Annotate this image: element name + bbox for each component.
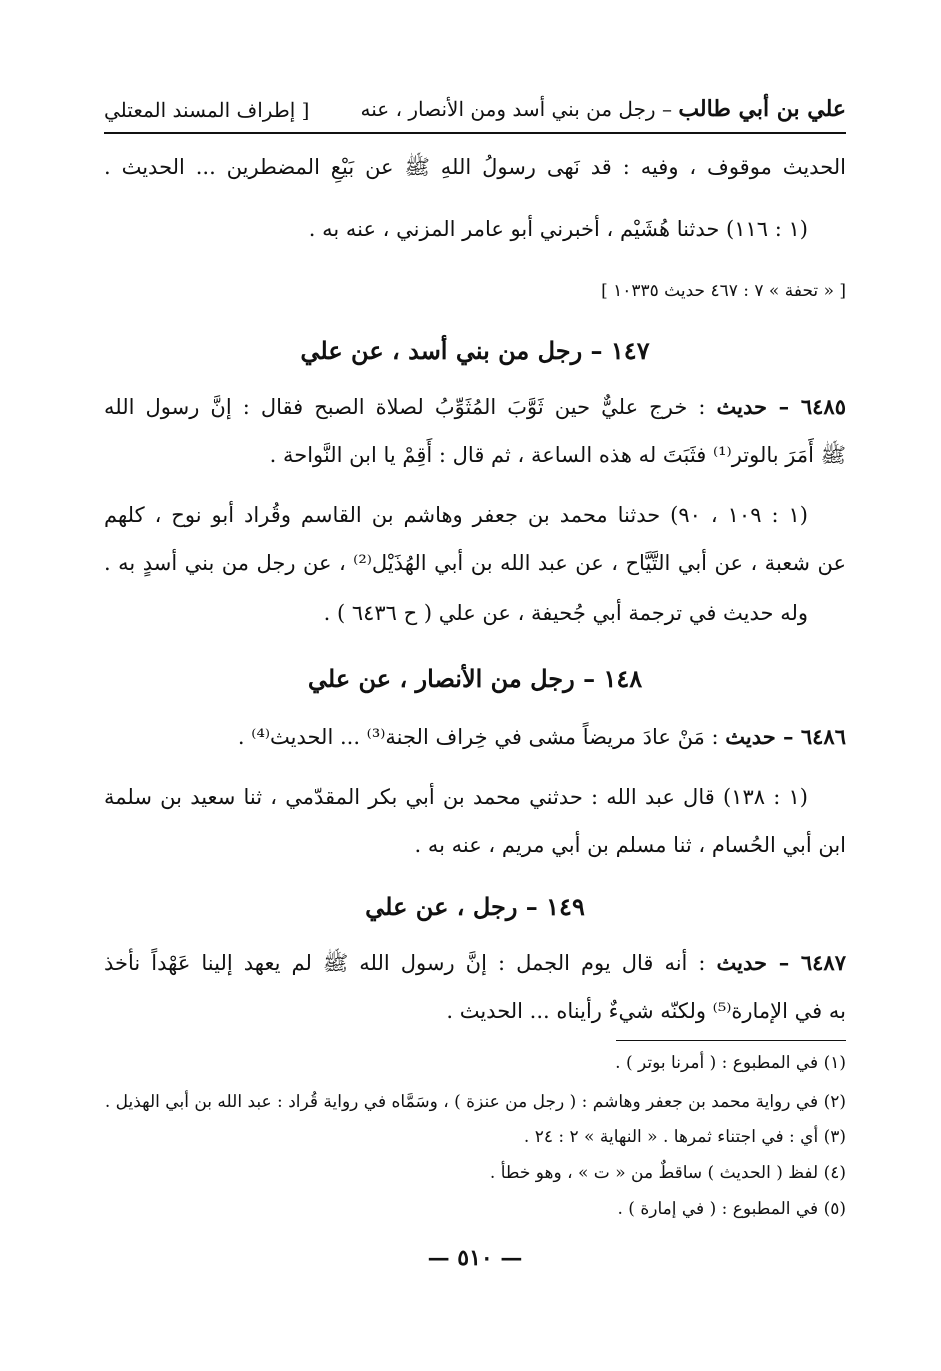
footnote: (٤) لفظ ( الحديث ) ساقطٌ من « ت » ، وهو خطأ . [489,1163,846,1183]
text-line: ابن أبي الحُسام ، ثنا مسلم بن أبي مريم ، عنه به . [414,833,846,857]
section-heading-147: ١٤٧ – رجل من بني أسد ، عن علي [300,336,650,365]
isnad-line: (١ : ١١٦) حدثنا هُشَيْم ، أخبرني أبو عامر المزني ، عنه به . [308,217,808,241]
hadith-6487: ٦٤٨٧ – حديث : أنه قال يوم الجمل : إنَّ رسول الله ﷺ لم يعهد إلينا عَهْداً نأخذ [104,950,846,975]
text-line: وله حديث في ترجمة أبي جُحيفة ، عن علي ( ح ٦٤٣٦ ) . [323,601,808,625]
isnad-line: (١ : ١٠٩ ، ٩٠) حدثنا محمد بن جعفر وهاشم بن القاسم وقُراد أبو نوح ، كلهم [104,503,808,527]
footnote: (٣) أي : في اجتناء ثمرها . « النهاية » ٢ : ٢٤ . [523,1127,846,1147]
footnote: (٢) في رواية محمد بن جعفر وهاشم : ( رجل من عنزة ) ، وسَمَّاه في رواية قُراد : عبد الله بن أبي الهذيل . [104,1092,846,1112]
running-header [104,88,846,134]
footnote: (٥) في المطبوع : ( في إمارة ) . [617,1199,846,1219]
text-line: عن شعبة ، عن أبي التَّيَّاح ، عن عبد الله بن أبي الهُذَيْل⁽²⁾ ، عن رجل من بني أسدٍ به . [104,551,846,575]
page-number: — ٥١٠ — [427,1245,523,1271]
book-page [104,0,846,1371]
text-line: الحديث موقوف ، وفيه : قد نَهى رسولُ اللهِ ﷺ عن بَيْعِ المضطرين ... الحديث . [104,155,846,179]
section-heading-148: ١٤٨ – رجل من الأنصار ، عن علي [307,664,643,693]
header-chapter-title: علي بن أبي طالب – رجل من بني أسد ومن الأنصار ، عنه [360,96,846,122]
header-book-title: [ إطراف المسند المعتلي [104,98,310,122]
footnote: (١) في المطبوع : ( أمرنا بوتر ) . [615,1053,846,1073]
hadith-6485: ٦٤٨٥ – حديث : خرج عليٌّ حين ثَوَّبَ المُثَوِّبُ لصلاة الصبح فقال : إنَّ رسول الله [104,394,846,419]
text-line: ﷺ أَمَرَ بالوتر⁽¹⁾ فثَبَتَ له هذه الساعة ، ثم قال : أَقِمْ يا ابن النَّواحة . [269,443,846,467]
tuhfa-reference: [ « تحفة » ٧ : ٤٦٧ حديث ١٠٣٣٥ ] [601,281,846,301]
section-heading-149: ١٤٩ – رجل ، عن علي [365,892,585,921]
text-line: به في الإمارة⁽⁵⁾ ولكنّه شيءٌ رأيناه ... الحديث . [446,999,846,1023]
footnote-divider [616,1040,846,1041]
hadith-6486: ٦٤٨٦ – حديث : مَنْ عادَ مريضاً مشى في خِراف الجنة⁽³⁾ ... الحديث⁽⁴⁾ . [237,724,846,749]
isnad-line: (١ : ١٣٨) قال عبد الله : حدثني محمد بن أبي بكر المقدّمي ، ثنا سعيد بن سلمة [104,785,808,809]
